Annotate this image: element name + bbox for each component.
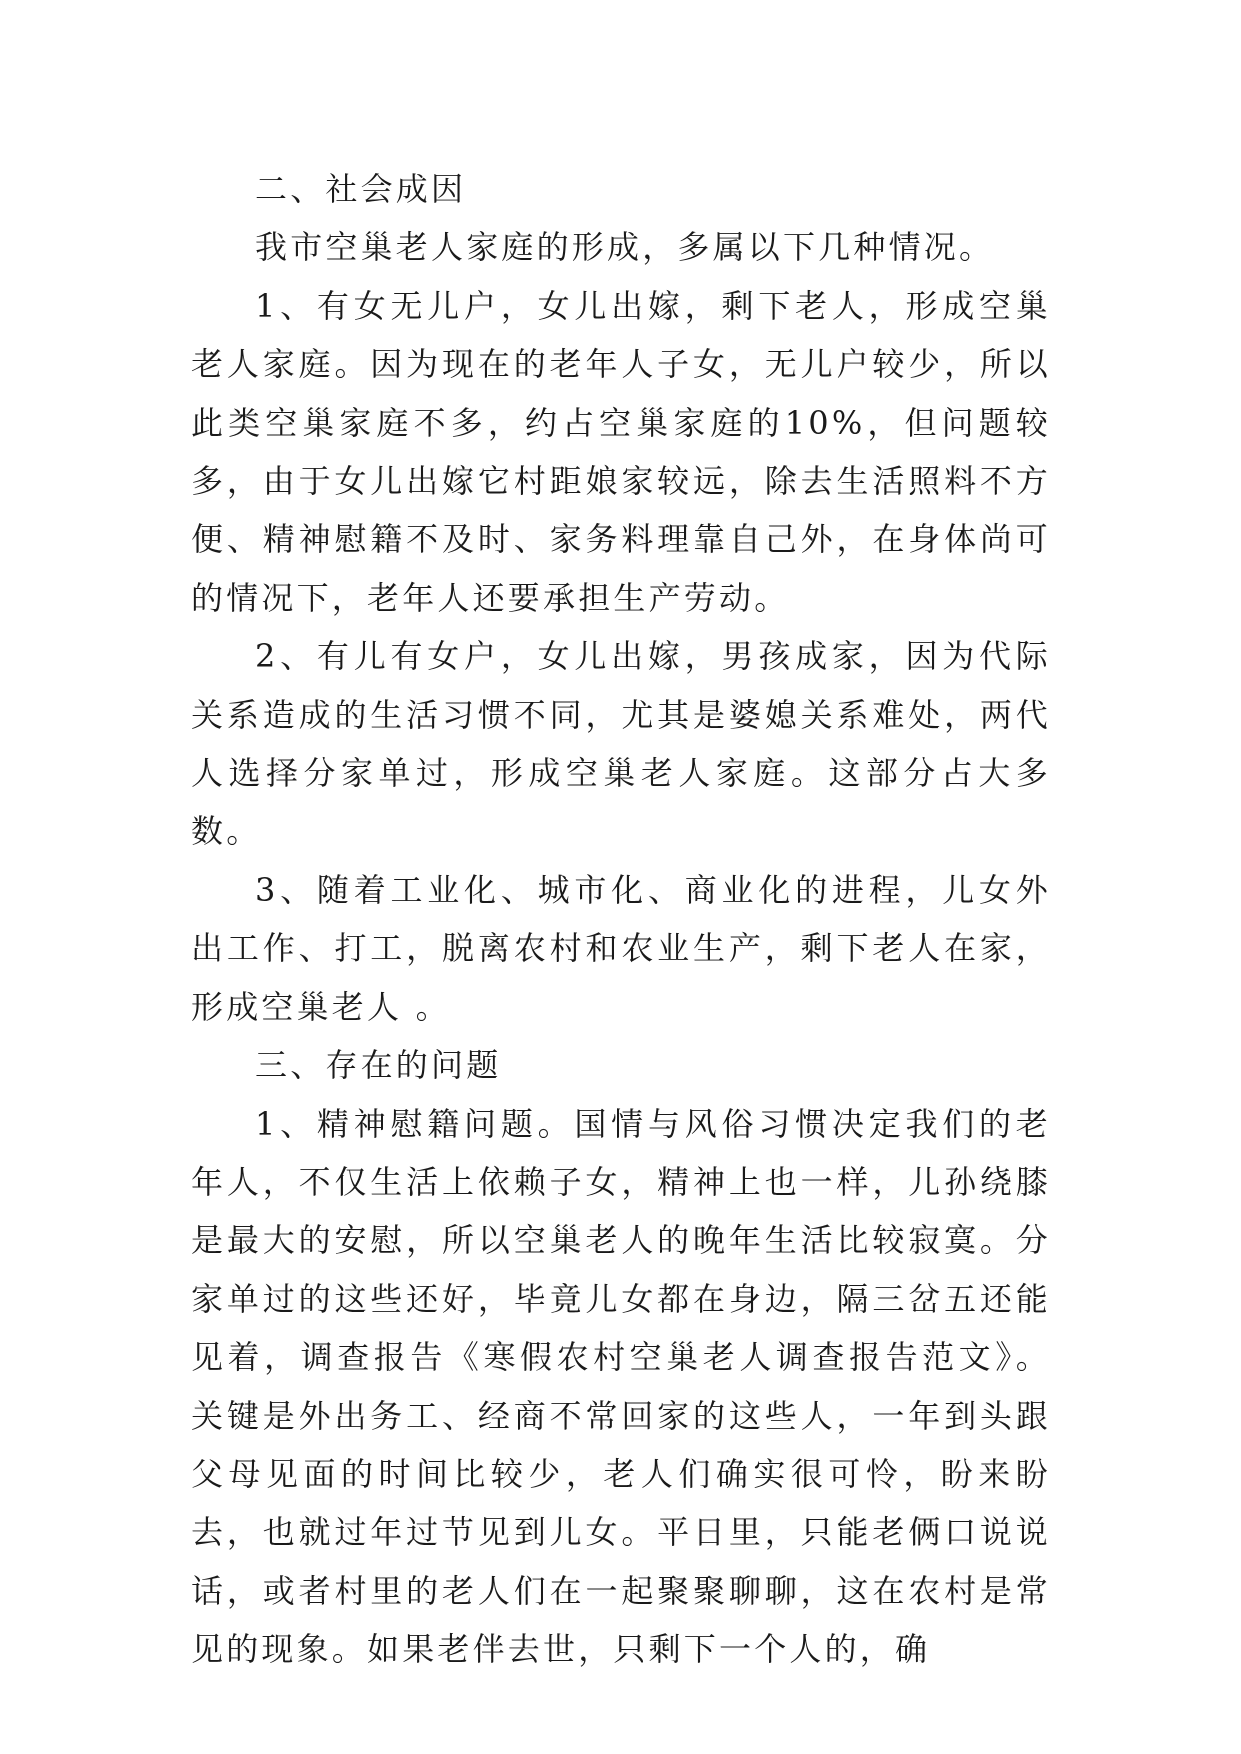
paragraph-case-1: 1、有女无儿户，女儿出嫁，剩下老人，形成空巢老人家庭。因为现在的老年人子女，无儿户较少，所以此类空巢家庭不多，约占空巢家庭的10%，但问题较多，由于女儿出嫁它村距娘家较远，除去生活照料不方便、精神慰籍不及时、家务料理靠自己外，在身体尚可的情况下，老年人还要承担生产劳动。 [191,286,1051,617]
section-heading-social-causes: 二、社会成因 [255,170,467,208]
paragraph-case-2: 2、有儿有女户，女儿出嫁，男孩成家，因为代际关系造成的生活习惯不同，尤其是婆媳关系难处，两代人选择分家单过，形成空巢老人家庭。这部分占大多数。 [191,637,1051,851]
paragraph-case-3: 3、随着工业化、城市化、商业化的进程，儿女外出工作、打工，脱离农村和农业生产，剩下老人在家，形成空巢老人 。 [191,870,1051,1026]
document-body [191,160,1051,1679]
section-heading-problems: 三、存在的问题 [255,1046,502,1085]
paragraph-problem-1: 1、精神慰籍问题。国情与风俗习惯决定我们的老年人，不仅生活上依赖子女，精神上也一样，儿孙绕膝是最大的安慰，所以空巢老人的晚年生活比较寂寞。分家单过的这些还好，毕竟儿女都在身边，隔三岔五还能见着，调查报告《寒假农村空巢老人调查报告范文》。关键是外出务工、经商不常回家的这些人，一年到头跟父母见面的时间比较少，老人们确实很可怜，盼来盼去，也就过年过节见到儿女。平日里，只能老俩口说说话，或者村里的老人们在一起聚聚聊聊，这在农村是常见的现象。如果老伴去世，只剩下一个人的，确 [191,1104,1051,1669]
paragraph-intro: 我市空巢老人家庭的形成，多属以下几种情况。 [255,228,995,267]
